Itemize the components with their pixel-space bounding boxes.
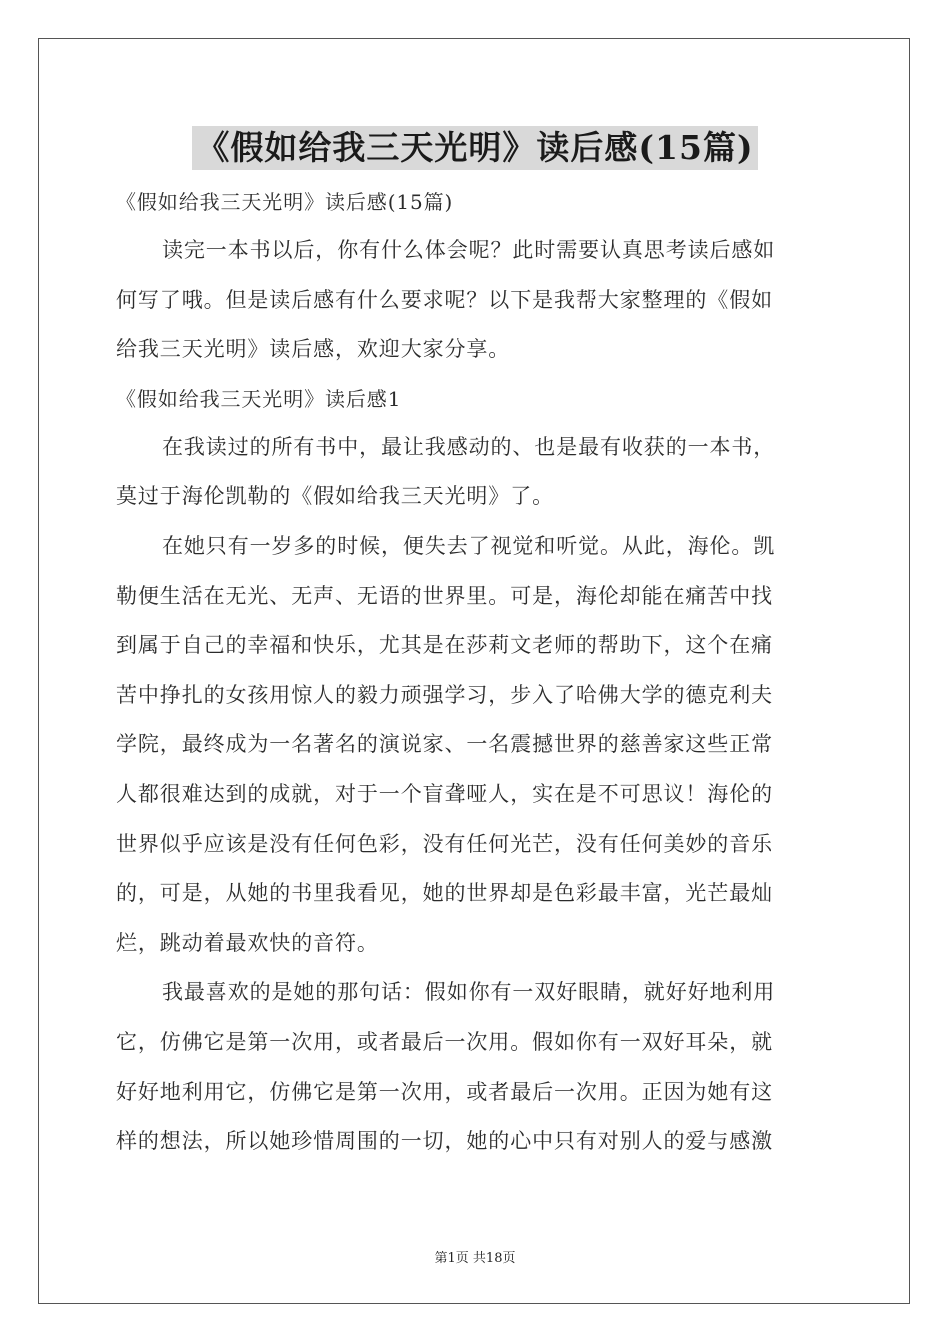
text-line: 在她只有一岁多的时候，便失去了视觉和听觉。从此，海伦。凯 xyxy=(162,533,776,558)
document-title: 《假如给我三天光明》读后感(15篇) xyxy=(192,126,757,170)
subtitle: 《假如给我三天光明》读后感(15篇) xyxy=(116,190,454,214)
text-line: 样的想法，所以她珍惜周围的一切，她的心中只有对别人的爱与感激 xyxy=(116,1129,773,1154)
text-line: 学院，最终成为一名著名的演说家、一名震撼世界的慈善家这些正常 xyxy=(116,732,773,757)
text-line: 世界似乎应该是没有任何色彩，没有任何光芒，没有任何美妙的音乐 xyxy=(116,831,773,856)
paragraph-2 xyxy=(116,522,838,968)
section-heading: 《假如给我三天光明》读后感1 xyxy=(116,386,402,411)
intro-paragraph xyxy=(116,226,838,375)
text-line: 的，可是，从她的书里我看见，她的世界却是色彩最丰富，光芒最灿 xyxy=(116,881,773,906)
text-line: 在我读过的所有书中，最让我感动的、也是最有收获的一本书， xyxy=(162,434,776,459)
text-line: 勒便生活在无光、无声、无语的世界里。可是，海伦却能在痛苦中找 xyxy=(116,583,773,608)
text-line: 它，仿佛它是第一次用，或者最后一次用。假如你有一双好耳朵，就 xyxy=(116,1029,773,1054)
text-line: 人都很难达到的成就，对于一个盲聋哑人，实在是不可思议！海伦的 xyxy=(116,781,773,806)
text-line: 苦中挣扎的女孩用惊人的毅力顽强学习，步入了哈佛大学的德克利夫 xyxy=(116,682,773,707)
text-line: 我最喜欢的是她的那句话：假如你有一双好眼睛，就好好地利用 xyxy=(162,980,776,1005)
text-line: 莫过于海伦凯勒的《假如给我三天光明》了。 xyxy=(116,484,554,509)
title-container xyxy=(0,126,950,170)
text-line: 给我三天光明》读后感，欢迎大家分享。 xyxy=(116,337,511,362)
text-line: 好好地利用它，仿佛它是第一次用，或者最后一次用。正因为她有这 xyxy=(116,1079,773,1104)
paragraph-3 xyxy=(116,968,838,1166)
text-line: 烂，跳动着最欢快的音符。 xyxy=(116,930,379,955)
text-line: 到属于自己的幸福和快乐，尤其是在莎莉文老师的帮助下，这个在痛 xyxy=(116,633,773,658)
page-footer: 第1页 共18页 xyxy=(434,1251,516,1266)
text-line: 读完一本书以后，你有什么体会呢？此时需要认真思考读后感如 xyxy=(162,238,776,262)
text-line: 何写了哦。但是读后感有什么要求呢？以下是我帮大家整理的《假如 xyxy=(116,287,773,312)
paragraph-1 xyxy=(116,423,838,522)
document-body xyxy=(116,178,838,1167)
